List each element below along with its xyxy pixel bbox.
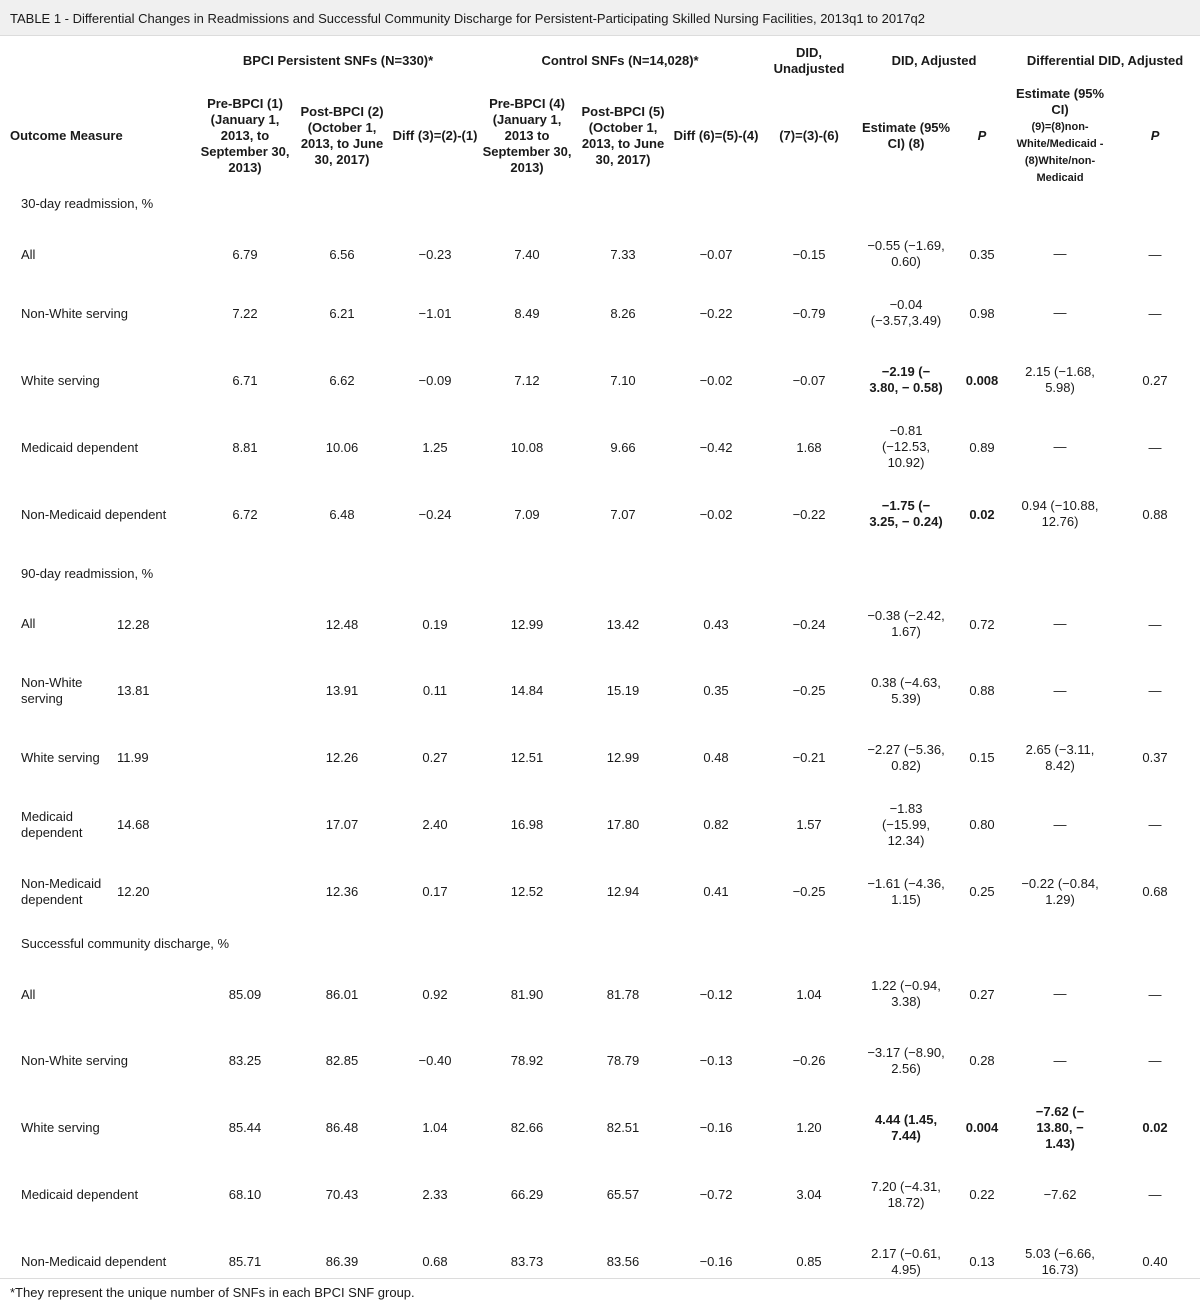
cell-v5: 7.10 [610,372,636,388]
cell-v5: 81.78 [606,986,640,1002]
table-row [0,221,1200,287]
cell-v6: −0.02 [699,506,733,522]
row-label [0,724,294,791]
outcome-name: Medicaid dependent [21,808,83,840]
cell-v7: 1.20 [796,1120,822,1135]
cell-v7: −0.21 [792,750,826,765]
group-header-bpci: BPCI Persistent SNFs (N=330)* [242,53,434,68]
cell-v7: 1.04 [796,986,822,1002]
cell-v2: 86.01 [325,986,359,1002]
outcome-name: White serving [21,749,100,765]
cell-p: 0.98 [969,305,995,321]
outcome-name: Non-Medicaid dependent [21,1254,167,1269]
outcome-name: Non-White serving [21,305,128,321]
cell-v6: −0.16 [699,1254,733,1269]
cell-v6: −0.07 [699,246,733,262]
cell-v5: 8.26 [610,305,636,321]
outcome-name: Non-Medicaid dependent [21,506,167,522]
cell-v7: −0.25 [792,683,826,698]
table-row [0,339,1200,421]
cell-v1: 14.68 [117,817,150,832]
outcome-name: Medicaid dependent [21,439,139,455]
col-diff-3: Diff (3)=(2)-(1) [392,127,478,143]
cell-v4: 16.98 [510,817,544,832]
cell-v2: 12.26 [325,750,359,765]
cell-diff-estimate: — [1053,682,1067,698]
cell-p: 0.13 [969,1254,995,1269]
cell-diff-p: — [1148,817,1162,832]
col-estimate-8: Estimate (95% CI) (8) [861,119,951,151]
cell-diff-p: — [1148,986,1162,1002]
cell-diff-p: — [1148,305,1162,321]
cell-p: 0.15 [969,750,995,765]
cell-diff-p: 0.27 [1142,372,1168,388]
results-table [0,36,1200,1295]
cell-v2: 17.07 [325,817,359,832]
cell-estimate: 7.20 (−4.31, 18.72) [871,1178,941,1210]
cell-diff-estimate: — [1053,986,1067,1001]
cell-v2: 6.21 [329,305,355,321]
cell-v2: 6.62 [329,372,355,388]
cell-v1: 7.22 [232,305,258,321]
cell-v4: 66.29 [510,1187,544,1202]
cell-p: 0.88 [969,683,995,698]
cell-diff-p: — [1148,439,1162,455]
col-diff-6: Diff (6)=(5)-(4) [673,127,759,143]
cell-diff-p: — [1148,246,1162,262]
col-estimate-9: Estimate (95% CI) (9)=(8)non-White/Medicaid -(8)White/non-Medicaid [1015,86,1105,184]
cell-v2: 86.39 [325,1254,359,1269]
cell-v4: 12.51 [510,750,544,765]
cell-diff-p: 0.37 [1142,750,1168,765]
cell-estimate: 1.22 (−0.94, 3.38) [871,978,941,1009]
cell-diff-estimate: 5.03 (−6.66, 16.73) [1025,1245,1095,1277]
cell-v3: 0.27 [422,750,448,765]
cell-v2: 13.91 [325,683,359,698]
table-row [0,421,1200,473]
col-pre-bpci-1: Pre-BPCI (1) (January 1, 2013, to September 30, 2013) [200,95,290,175]
cell-v6: −0.42 [699,439,733,455]
cell-estimate: −1.75 (− 3.25, − 0.24) [869,498,943,529]
group-header-did-unadjusted: DID, Unadjusted [773,45,845,76]
table-row [0,657,1200,724]
cell-v6: −0.72 [699,1187,733,1202]
cell-v7: −0.22 [792,506,826,522]
cell-v5: 83.56 [606,1254,640,1269]
row-label [0,657,294,724]
col-p-differential: P [1150,127,1160,143]
cell-v4: 10.08 [510,439,544,455]
cell-v3: 0.68 [422,1254,448,1269]
cell-v4: 12.99 [510,616,544,632]
cell-v3: 1.04 [422,1120,448,1135]
outcome-name: Non-White serving [21,1053,128,1068]
cell-v3: 2.40 [422,817,448,832]
cell-v3: −1.01 [418,305,452,321]
cell-estimate: 0.38 (−4.63, 5.39) [871,674,941,706]
cell-v4: 82.66 [510,1120,544,1135]
cell-v6: 0.48 [703,750,729,765]
table-row [0,961,1200,1027]
cell-v6: 0.43 [703,616,729,632]
cell-diff-estimate: 0.94 (−10.88, 12.76) [1021,498,1099,529]
table-row [0,791,1200,858]
cell-v4: 14.84 [510,683,544,698]
cell-v7: −0.07 [792,372,826,388]
cell-v1: 12.20 [117,884,150,899]
cell-p: 0.80 [969,817,995,832]
cell-v2: 86.48 [325,1120,359,1135]
cell-v1: 11.99 [117,750,149,766]
row-label [0,791,294,858]
table-row [0,724,1200,791]
cell-v7: 1.57 [796,817,822,832]
outcome-name: All [21,616,36,632]
cell-v1: 83.25 [228,1053,262,1068]
cell-v5: 13.42 [606,616,640,632]
outcome-name: Medicaid dependent [21,1187,139,1202]
cell-v3: −0.23 [418,246,452,262]
cell-v1: 8.81 [232,439,258,455]
cell-diff-estimate: −7.62 (− 13.80, − 1.43) [1035,1103,1085,1151]
cell-v2: 12.48 [325,616,359,632]
cell-p: 0.02 [969,506,995,522]
cell-v2: 70.43 [325,1187,359,1202]
table-row [0,1094,1200,1161]
cell-estimate: −0.55 (−1.69, 0.60) [867,238,945,269]
cell-diff-p: — [1148,616,1162,632]
cell-v4: 78.92 [510,1053,544,1068]
section-label: 90-day readmission, % [21,565,154,581]
outcome-name: White serving [21,1120,100,1135]
cell-v6: −0.02 [699,372,733,388]
cell-diff-estimate: — [1053,305,1067,320]
cell-v7: −0.25 [792,884,826,899]
cell-v1: 68.10 [228,1187,262,1202]
col-post-bpci-2: Post-BPCI (2) (October 1, 2013, to June 30, 2017) [300,103,384,167]
cell-v4: 83.73 [510,1254,544,1269]
cell-estimate: −1.83 (−15.99, 12.34) [881,800,931,848]
cell-v6: −0.12 [699,986,733,1002]
table-row [0,591,1200,657]
cell-diff-estimate: — [1053,616,1067,631]
cell-p: 0.72 [969,616,995,632]
cell-v3: 0.17 [422,884,448,899]
outcome-name: All [21,246,36,262]
cell-v4: 81.90 [510,986,544,1002]
cell-v1: 85.09 [228,986,262,1002]
cell-v6: 0.82 [703,817,729,832]
cell-v7: 0.85 [796,1254,822,1269]
cell-v4: 8.49 [514,305,540,321]
cell-p: 0.004 [965,1120,999,1135]
cell-v7: 1.68 [796,439,822,455]
cell-v5: 12.99 [606,750,640,765]
cell-estimate: −2.19 (− 3.80, − 0.58) [869,364,943,395]
cell-v3: −0.09 [418,372,452,388]
cell-estimate: −2.27 (−5.36, 0.82) [867,741,945,773]
cell-v7: −0.79 [792,305,826,321]
cell-diff-p: 0.02 [1142,1120,1168,1135]
cell-p: 0.28 [969,1053,995,1068]
cell-v3: 0.11 [422,683,448,698]
table-row [0,473,1200,555]
cell-estimate: −1.61 (−4.36, 1.15) [867,875,945,907]
cell-v1: 85.44 [228,1120,262,1135]
cell-v4: 12.52 [510,884,544,899]
cell-estimate: −0.04 (−3.57,3.49) [870,297,942,328]
cell-v5: 15.19 [606,683,640,698]
cell-v6: 0.41 [703,884,729,899]
cell-v6: −0.13 [699,1053,733,1068]
cell-v1: 6.71 [232,372,258,388]
cell-v2: 10.06 [325,439,359,455]
cell-v1: 12.28 [117,616,150,632]
cell-v2: 6.56 [329,246,355,262]
cell-v1: 6.72 [232,506,258,522]
group-header-did-adjusted: DID, Adjusted [891,53,977,68]
cell-v5: 82.51 [606,1120,640,1135]
cell-v7: −0.15 [792,246,826,262]
cell-v3: 2.33 [422,1187,448,1202]
cell-diff-estimate: — [1053,1052,1067,1068]
outcome-name: Non-White serving [21,674,83,706]
cell-v5: 7.07 [610,506,636,522]
cell-diff-estimate: 2.15 (−1.68, 5.98) [1025,364,1095,395]
cell-p: 0.008 [965,372,999,388]
cell-p: 0.89 [969,439,995,455]
cell-p: 0.25 [969,884,995,899]
cell-diff-estimate: 2.65 (−3.11, 8.42) [1025,741,1095,773]
cell-p: 0.22 [969,1187,995,1202]
row-label [0,858,294,925]
cell-v5: 65.57 [606,1187,640,1202]
cell-p: 0.27 [969,986,995,1002]
cell-v7: −0.24 [792,616,826,632]
cell-diff-estimate: — [1053,439,1067,454]
cell-estimate: −0.81 (−12.53, 10.92) [881,423,931,470]
cell-v5: 12.94 [606,884,640,899]
cell-diff-estimate: — [1053,246,1067,261]
cell-v4: 7.09 [514,506,540,522]
outcome-name: Non-Medicaid dependent [21,875,102,907]
outcome-name: White serving [21,372,100,388]
cell-v5: 7.33 [610,246,636,262]
cell-v3: 0.19 [422,616,448,632]
section-label: Successful community discharge, % [21,935,230,951]
table-row [0,1027,1200,1094]
cell-diff-p: 0.40 [1142,1254,1168,1269]
col-post-bpci-5: Post-BPCI (5) (October 1, 2013, to June 30, 2017) [581,103,665,167]
cell-v1: 13.81 [117,683,150,698]
cell-diff-estimate: −0.22 (−0.84, 1.29) [1021,875,1099,907]
group-header-differential-did: Differential DID, Adjusted [1026,53,1184,68]
cell-estimate: −3.17 (−8.90, 2.56) [867,1044,945,1076]
cell-v5: 9.66 [610,439,636,455]
table-row [0,1161,1200,1228]
cell-v5: 78.79 [606,1053,640,1068]
cell-diff-p: — [1148,1187,1162,1202]
group-header-control: Control SNFs (N=14,028)* [541,53,699,68]
cell-v3: 0.92 [422,986,448,1002]
cell-v6: 0.35 [703,683,729,698]
cell-v1: 6.79 [232,246,258,262]
cell-diff-p: — [1148,1053,1162,1068]
col-outcome-measure: Outcome Measure [10,127,123,143]
col-did-7: (7)=(3)-(6) [779,127,839,143]
cell-v7: −0.26 [792,1053,826,1068]
cell-v1: 85.71 [228,1254,262,1269]
cell-v2: 82.85 [325,1053,359,1068]
table-row [0,287,1200,339]
cell-v5: 17.80 [606,817,640,832]
cell-diff-p: — [1148,683,1162,698]
col-p-adjusted: P [977,127,987,143]
cell-v6: −0.22 [699,305,733,321]
cell-diff-p: 0.68 [1142,884,1168,899]
col-pre-bpci-4: Pre-BPCI (4) (January 1, 2013 to September 30, 2013) [482,95,572,175]
cell-diff-p: 0.88 [1142,506,1168,522]
cell-v3: −0.24 [418,506,452,522]
row-label [0,591,294,657]
cell-v3: 1.25 [422,439,448,455]
cell-v4: 7.40 [514,246,540,262]
cell-estimate: 2.17 (−0.61, 4.95) [871,1245,941,1277]
outcome-name: All [21,986,36,1002]
table-row [0,858,1200,925]
cell-estimate: 4.44 (1.45, 7.44) [874,1111,938,1143]
cell-diff-estimate: −7.62 [1043,1186,1077,1202]
section-label: 30-day readmission, % [21,195,154,211]
cell-p: 0.35 [969,246,995,262]
cell-v7: 3.04 [796,1187,822,1202]
cell-v4: 7.12 [514,372,540,388]
footnote: *They represent the unique number of SNFs in each BPCI SNF group. [0,1278,1200,1300]
cell-v3: −0.40 [418,1053,452,1068]
cell-v6: −0.16 [699,1120,733,1135]
cell-estimate: −0.38 (−2.42, 1.67) [867,608,945,639]
cell-v2: 12.36 [325,884,359,899]
cell-v2: 6.48 [329,506,355,522]
table-title: TABLE 1 - Differential Changes in Readmissions and Successful Community Discharge for Persistent-Participating Skilled Nursing Facilities, 2013q1 to 2017q2 [0,0,1200,36]
cell-diff-estimate: — [1053,816,1067,832]
